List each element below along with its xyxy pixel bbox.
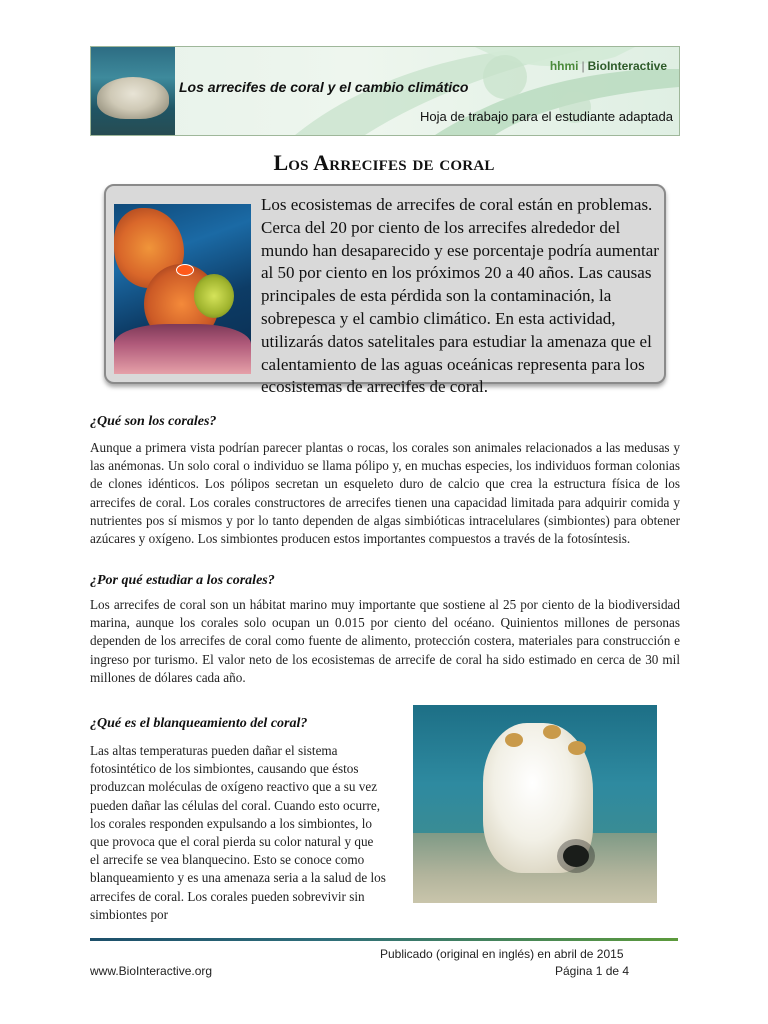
publication-note: Publicado (original en inglés) en abril de 2015 [380, 947, 624, 961]
banner-title: Los arrecifes de coral y el cambio climático [179, 79, 469, 95]
banner-subtitle: Hoja de trabajo para el estudiante adaptada [420, 109, 673, 124]
section-body-coral-bleaching: Las altas temperaturas pueden dañar el sistema fotosintético de los simbiontes, causando que éstos produzcan moléculas de oxígeno reactivo que a su vez pueden dañar las células del coral. Cuando esto ocurre, los corales responden expulsando a los simbiontes, lo que provoca que el coral pierda su color natural y que el arrecife se vea blanquecino. Esto se conoce como blanqueamiento y es una amenaza seria a la salud de los arrecifes de coral. Los corales pueden sobrevivir sin simbiontes por [90, 743, 386, 922]
banner-coral-photo [91, 47, 175, 135]
page-number: Página 1 de 4 [555, 964, 630, 978]
hhmi-biointeractive-logo[interactable]: hhmi | BioInteractive [549, 59, 667, 73]
coral-reef-photo [114, 204, 251, 374]
section-heading-what-are-corals: ¿Qué son los corales? [90, 414, 217, 429]
website-link[interactable]: www.BioInteractive.org [90, 964, 213, 978]
section-body-what-are-corals: Aunque a primera vista podrían parecer plantas o rocas, los corales son animales relacionados a las medusas y las anémonas. Un solo coral o individuo se llama pólipo y, en muchas especies, los individuos forman colonias de clones idénticos. Los pólipos secretan un esqueleto duro de calcio que crea la estructura física de los arrecifes de coral. Los corales constructores de arrecifes tienen una capacidad limitada para adquirir comida y nutrientes pos sí mismos y por lo tanto dependen de algas simbióticas intracelulares (simbiontes) para obtener azúcares y oxígeno. Los simbiontes producen estos importantes compuestos a través de la fotosíntesis. [90, 440, 680, 547]
header-banner [90, 46, 680, 136]
section-heading-why-study-corals: ¿Por qué estudiar a los corales? [90, 573, 275, 588]
page-title: Los Arrecifes de coral [273, 150, 495, 175]
footer-divider [90, 938, 678, 941]
intro-box [104, 184, 666, 397]
bleached-coral-photo [413, 705, 657, 903]
section-heading-coral-bleaching: ¿Qué es el blanqueamiento del coral? [90, 716, 308, 731]
section-body-why-study-corals: Los arrecifes de coral son un hábitat marino muy importante que sostiene al 25 por ciento de la biodiversidad marina, aunque los corales solo ocupan un 0.015 por ciento del océano. Quinientos millones de personas dependen de los arrecifes de coral como fuente de alimento, protección costera, materiales para construcción e ingreso por turismo. El valor neto de los ecosistemas de arrecife de coral ha sido estimado en cerca de 30 mil millones de dólares cada año. [90, 597, 680, 685]
intro-text: Los ecosistemas de arrecifes de coral están en problemas. Cerca del 20 por ciento de los arrecifes alrededor del mundo han desaparecido y ese porcentaje podría aumentar al 50 por ciento en los próximos 20 a 40 años. Las causas principales de esta pérdida son la contaminación, la sobrepesca y el cambio climático. En esta actividad, utilizarás datos satelitales para estudiar la amenaza que el calentamiento de las aguas oceánicas representa para los ecosistemas de arrecifes de coral. [261, 195, 659, 397]
